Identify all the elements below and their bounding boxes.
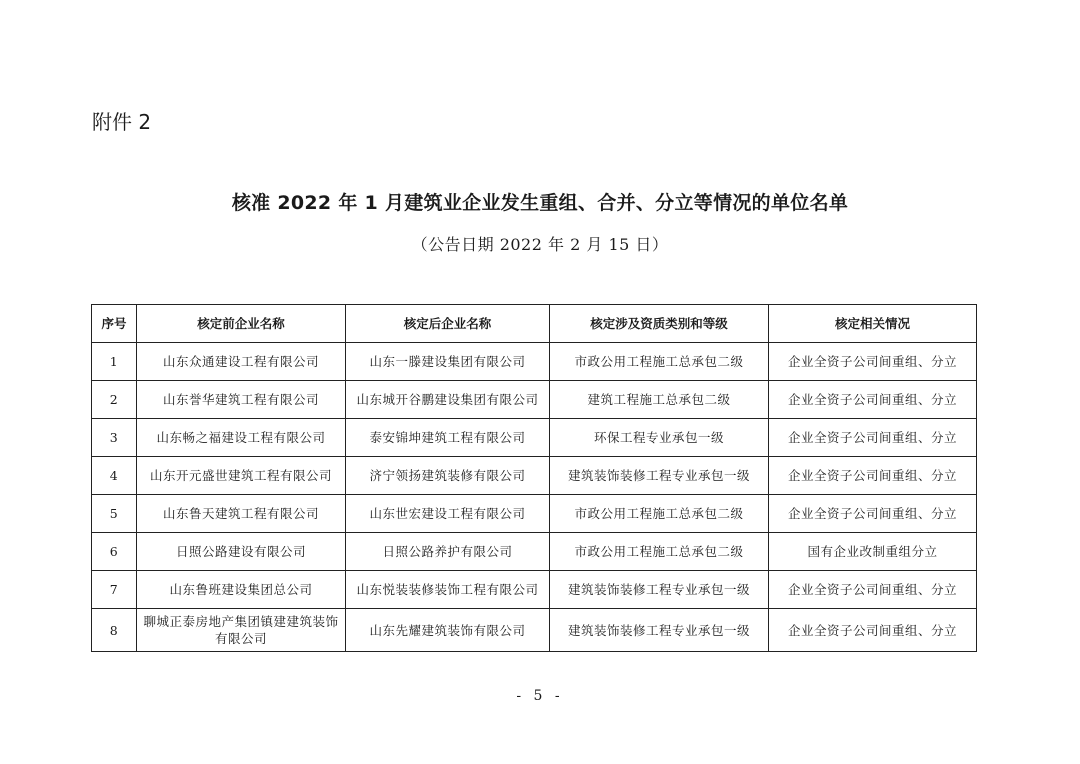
cell-name-before: 聊城正泰房地产集团镇建建筑装饰有限公司: [137, 609, 346, 652]
cell-qualification: 建筑工程施工总承包二级: [550, 381, 769, 419]
cell-name-after: 济宁领扬建筑装修有限公司: [346, 457, 550, 495]
table-row: [92, 457, 977, 495]
table-row: [92, 419, 977, 457]
table-row: [92, 609, 977, 652]
table-row: [92, 381, 977, 419]
page-number: - 5 -: [516, 688, 564, 704]
header-qualification: 核定涉及资质类别和等级: [550, 305, 769, 343]
cell-name-after: 山东一滕建设集团有限公司: [346, 343, 550, 381]
table-header-row: [92, 305, 977, 343]
cell-name-before: 山东鲁天建筑工程有限公司: [137, 495, 346, 533]
cell-situation: 企业全资子公司间重组、分立: [769, 343, 977, 381]
header-name-after: 核定后企业名称: [346, 305, 550, 343]
attachment-label: 附件 2: [92, 110, 152, 134]
announcement-date: （公告日期 2022 年 2 月 15 日）: [411, 235, 669, 254]
table-row: [92, 571, 977, 609]
table-row: [92, 495, 977, 533]
cell-name-before: 山东开元盛世建筑工程有限公司: [137, 457, 346, 495]
cell-qualification: 建筑装饰装修工程专业承包一级: [550, 609, 769, 652]
cell-index: 5: [92, 495, 137, 533]
cell-situation: 企业全资子公司间重组、分立: [769, 571, 977, 609]
cell-index: 4: [92, 457, 137, 495]
cell-name-before: 山东众通建设工程有限公司: [137, 343, 346, 381]
cell-situation: 企业全资子公司间重组、分立: [769, 419, 977, 457]
cell-index: 6: [92, 533, 137, 571]
cell-index: 1: [92, 343, 137, 381]
cell-situation: 企业全资子公司间重组、分立: [769, 457, 977, 495]
cell-qualification: 市政公用工程施工总承包二级: [550, 533, 769, 571]
cell-qualification: 建筑装饰装修工程专业承包一级: [550, 457, 769, 495]
cell-name-after: 泰安锦坤建筑工程有限公司: [346, 419, 550, 457]
cell-index: 8: [92, 609, 137, 652]
enterprise-table: [91, 304, 977, 652]
cell-name-after: 山东世宏建设工程有限公司: [346, 495, 550, 533]
document-title: 核准 2022 年 1 月建筑业企业发生重组、合并、分立等情况的单位名单: [231, 192, 849, 214]
cell-index: 7: [92, 571, 137, 609]
table-row: [92, 343, 977, 381]
cell-name-before: 山东誉华建筑工程有限公司: [137, 381, 346, 419]
header-situation: 核定相关情况: [769, 305, 977, 343]
cell-index: 3: [92, 419, 137, 457]
cell-name-before: 日照公路建设有限公司: [137, 533, 346, 571]
header-index: 序号: [92, 305, 137, 343]
cell-name-after: 日照公路养护有限公司: [346, 533, 550, 571]
cell-situation: 企业全资子公司间重组、分立: [769, 381, 977, 419]
cell-name-before: 山东畅之福建设工程有限公司: [137, 419, 346, 457]
cell-index: 2: [92, 381, 137, 419]
cell-situation: 企业全资子公司间重组、分立: [769, 609, 977, 652]
cell-name-after: 山东城开谷鹏建设集团有限公司: [346, 381, 550, 419]
cell-qualification: 建筑装饰装修工程专业承包一级: [550, 571, 769, 609]
cell-name-after: 山东先耀建筑装饰有限公司: [346, 609, 550, 652]
cell-qualification: 市政公用工程施工总承包二级: [550, 495, 769, 533]
cell-name-before: 山东鲁班建设集团总公司: [137, 571, 346, 609]
table-row: [92, 533, 977, 571]
cell-name-after: 山东悦装装修装饰工程有限公司: [346, 571, 550, 609]
cell-situation: 国有企业改制重组分立: [769, 533, 977, 571]
cell-qualification: 环保工程专业承包一级: [550, 419, 769, 457]
cell-qualification: 市政公用工程施工总承包二级: [550, 343, 769, 381]
cell-situation: 企业全资子公司间重组、分立: [769, 495, 977, 533]
header-name-before: 核定前企业名称: [137, 305, 346, 343]
